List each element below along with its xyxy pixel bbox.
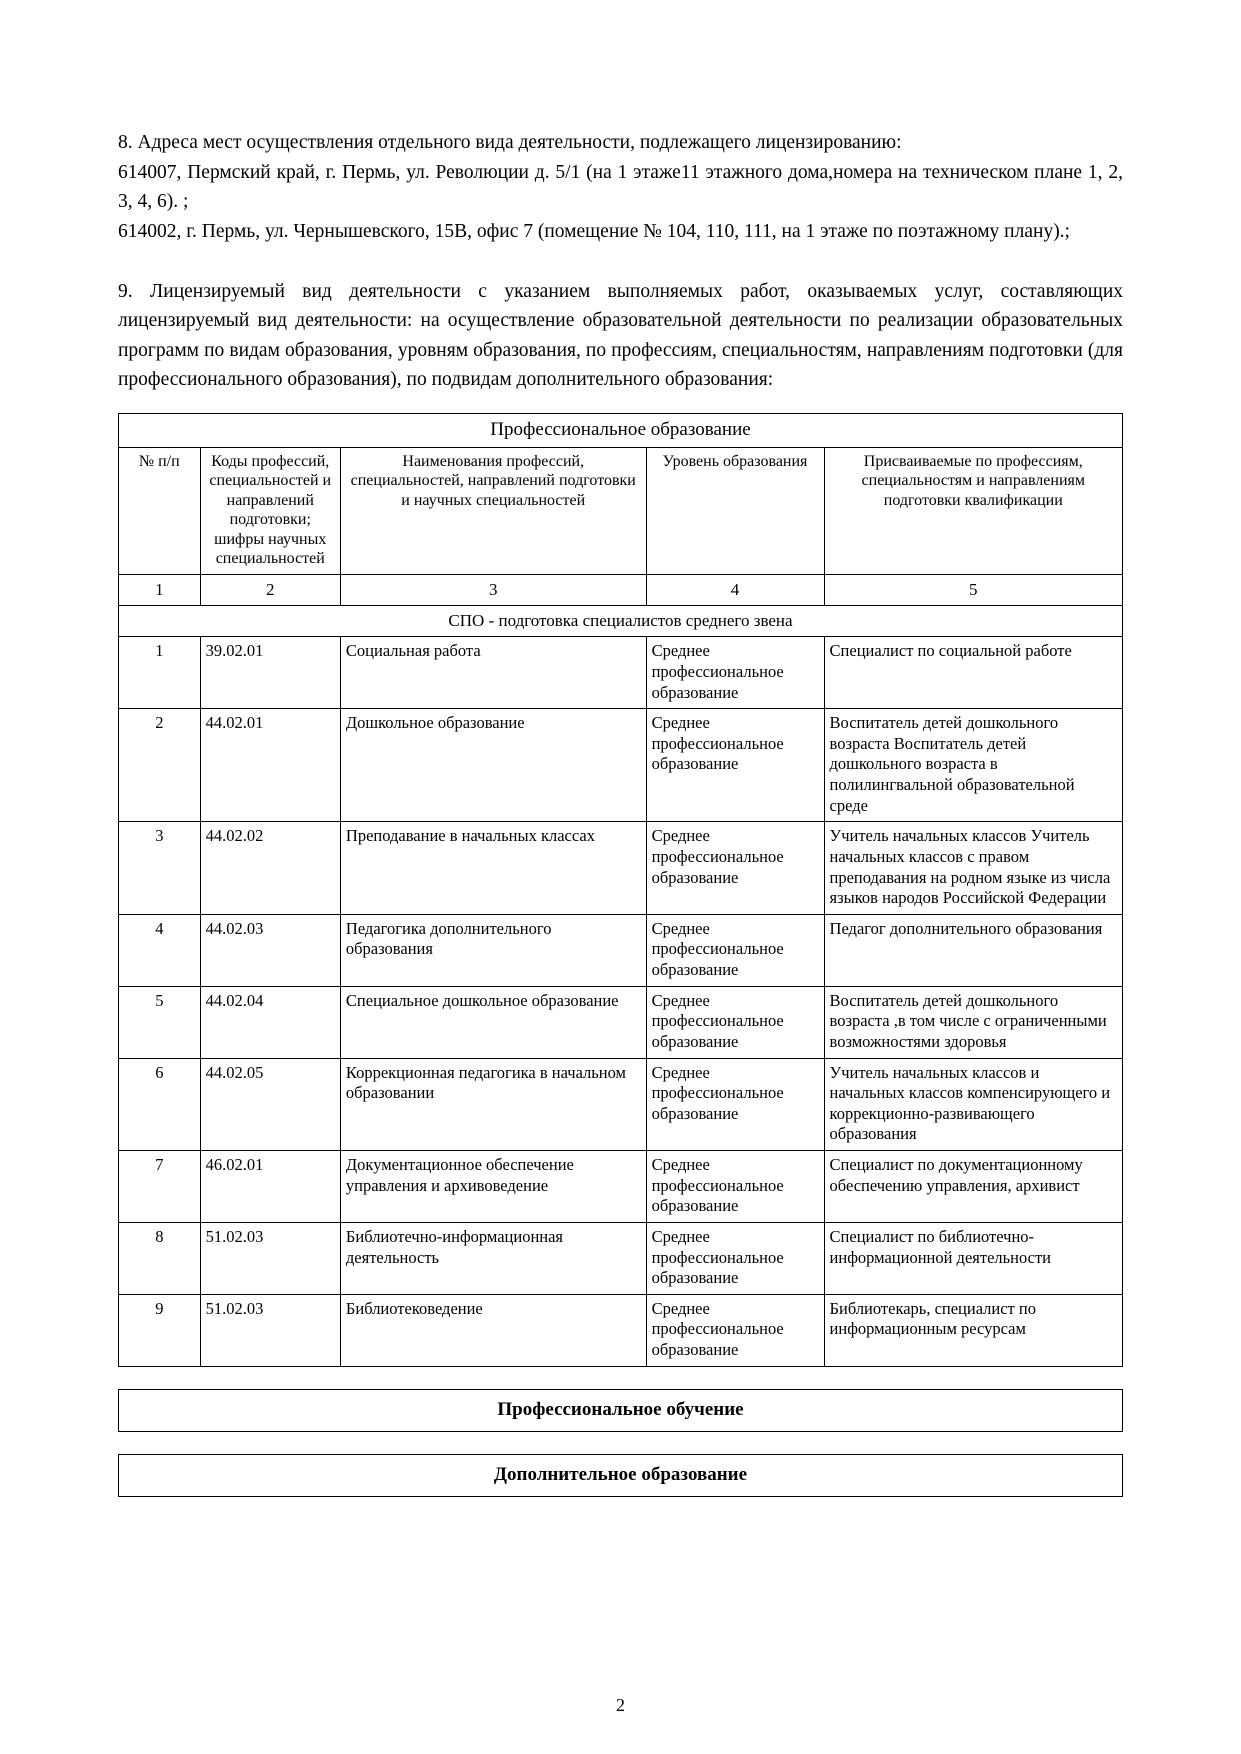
header-cell-qualification: Присваиваемые по профессиям, специальностям и направлениям подготовки квалификации [824,447,1122,574]
table-row [119,1222,1123,1294]
row-name: Специальное дошкольное образование [340,986,646,1058]
section-8 [118,128,1123,247]
table-row [119,914,1123,986]
row-level: Среднее профессиональное образование [646,1294,824,1366]
row-level: Среднее профессиональное образование [646,1222,824,1294]
row-code: 44.02.03 [200,914,340,986]
row-name: Библиотековедение [340,1294,646,1366]
vocational-training-banner [118,1389,1123,1432]
row-number: 2 [119,709,201,822]
column-number-5: 5 [824,574,1122,605]
row-name: Педагогика дополнительного образования [340,914,646,986]
row-qualification: Библиотекарь, специалист по информационным ресурсам [824,1294,1122,1366]
row-number: 9 [119,1294,201,1366]
header-cell-number: № п/п [119,447,201,574]
table-row [119,637,1123,709]
row-name: Дошкольное образование [340,709,646,822]
header-cell-codes: Коды профессий, специальностей и направлений подготовки; шифры научных специальностей [200,447,340,574]
professional-education-table [118,413,1123,1367]
row-qualification: Воспитатель детей дошкольного возраста Воспитатель детей дошкольного возраста в полилингвальной образовательной среде [824,709,1122,822]
table-header-row [119,447,1123,574]
section-8-heading: 8. Адреса мест осуществления отдельного вида деятельности, подлежащего лицензированию: [118,132,902,153]
row-qualification: Специалист по библиотечно-информационной деятельности [824,1222,1122,1294]
row-code: 44.02.04 [200,986,340,1058]
table-column-numbers-row [119,574,1123,605]
banner-label-additional-education: Дополнительное образование [119,1454,1123,1496]
row-qualification: Педагог дополнительного образования [824,914,1122,986]
row-number: 4 [119,914,201,986]
section-9-text: 9. Лицензируемый вид деятельности с указанием выполняемых работ, оказываемых услуг, составляющих лицензируемый вид деятельности: на осуществление образовательной деятельности по реализации образовательных программ по видам образования, уровням образования, по профессиям, специальностям, направлениям подготовки (для профессионального образования), по подвидам дополнительного образования: [118,280,1123,391]
additional-education-banner [118,1454,1123,1497]
row-number: 5 [119,986,201,1058]
section-8-address-1: 614007, Пермский край, г. Пермь, ул. Революции д. 5/1 (на 1 этаже11 этажного дома,номера на техническом плане 1, 2, 3, 4, 6). ; [118,161,1123,213]
row-name: Социальная работа [340,637,646,709]
table-row [119,1151,1123,1223]
table-row [119,986,1123,1058]
table-row [119,1294,1123,1366]
row-code: 44.02.01 [200,709,340,822]
row-code: 51.02.03 [200,1294,340,1366]
row-code: 39.02.01 [200,637,340,709]
row-qualification: Специалист по социальной работе [824,637,1122,709]
banner-label-vocational-training: Профессиональное обучение [119,1389,1123,1431]
row-code: 51.02.03 [200,1222,340,1294]
row-number: 6 [119,1058,201,1151]
table-row [119,709,1123,822]
row-name: Документационное обеспечение управления и архивоведение [340,1151,646,1223]
row-qualification: Специалист по документационному обеспечению управления, архивист [824,1151,1122,1223]
column-number-4: 4 [646,574,824,605]
row-number: 1 [119,637,201,709]
row-qualification: Воспитатель детей дошкольного возраста ,в том числе с ограниченными возможностями здоровья [824,986,1122,1058]
table-title-row [119,414,1123,448]
column-number-1: 1 [119,574,201,605]
row-number: 3 [119,822,201,915]
page-number: 2 [616,1695,625,1715]
row-number: 7 [119,1151,201,1223]
row-code: 44.02.02 [200,822,340,915]
section-9 [118,277,1123,396]
table-title: Профессиональное образование [119,414,1123,448]
row-level: Среднее профессиональное образование [646,1151,824,1223]
row-level: Среднее профессиональное образование [646,709,824,822]
row-level: Среднее профессиональное образование [646,637,824,709]
row-code: 44.02.05 [200,1058,340,1151]
row-name: Библиотечно-информационная деятельность [340,1222,646,1294]
row-level: Среднее профессиональное образование [646,1058,824,1151]
header-cell-names: Наименования профессий, специальностей, направлений подготовки и научных специальностей [340,447,646,574]
column-number-2: 2 [200,574,340,605]
row-name: Коррекционная педагогика в начальном образовании [340,1058,646,1151]
row-number: 8 [119,1222,201,1294]
row-code: 46.02.01 [200,1151,340,1223]
column-number-3: 3 [340,574,646,605]
header-cell-level: Уровень образования [646,447,824,574]
row-name: Преподавание в начальных классах [340,822,646,915]
row-level: Среднее профессиональное образование [646,822,824,915]
table-section-row [119,606,1123,637]
table-row [119,822,1123,915]
row-qualification: Учитель начальных классов и начальных классов компенсирующего и коррекционно-развивающего образования [824,1058,1122,1151]
row-level: Среднее профессиональное образование [646,986,824,1058]
section-8-address-2: 614002, г. Пермь, ул. Чернышевского, 15В, офис 7 (помещение № 104, 110, 111, на 1 этаже по поэтажному плану).; [118,220,1070,242]
table-row [119,1058,1123,1151]
row-qualification: Учитель начальных классов Учитель начальных классов с правом преподавания на родном языке из числа языков народов Российской Федерации [824,822,1122,915]
table-section-label: СПО - подготовка специалистов среднего звена [119,606,1123,637]
row-level: Среднее профессиональное образование [646,914,824,986]
